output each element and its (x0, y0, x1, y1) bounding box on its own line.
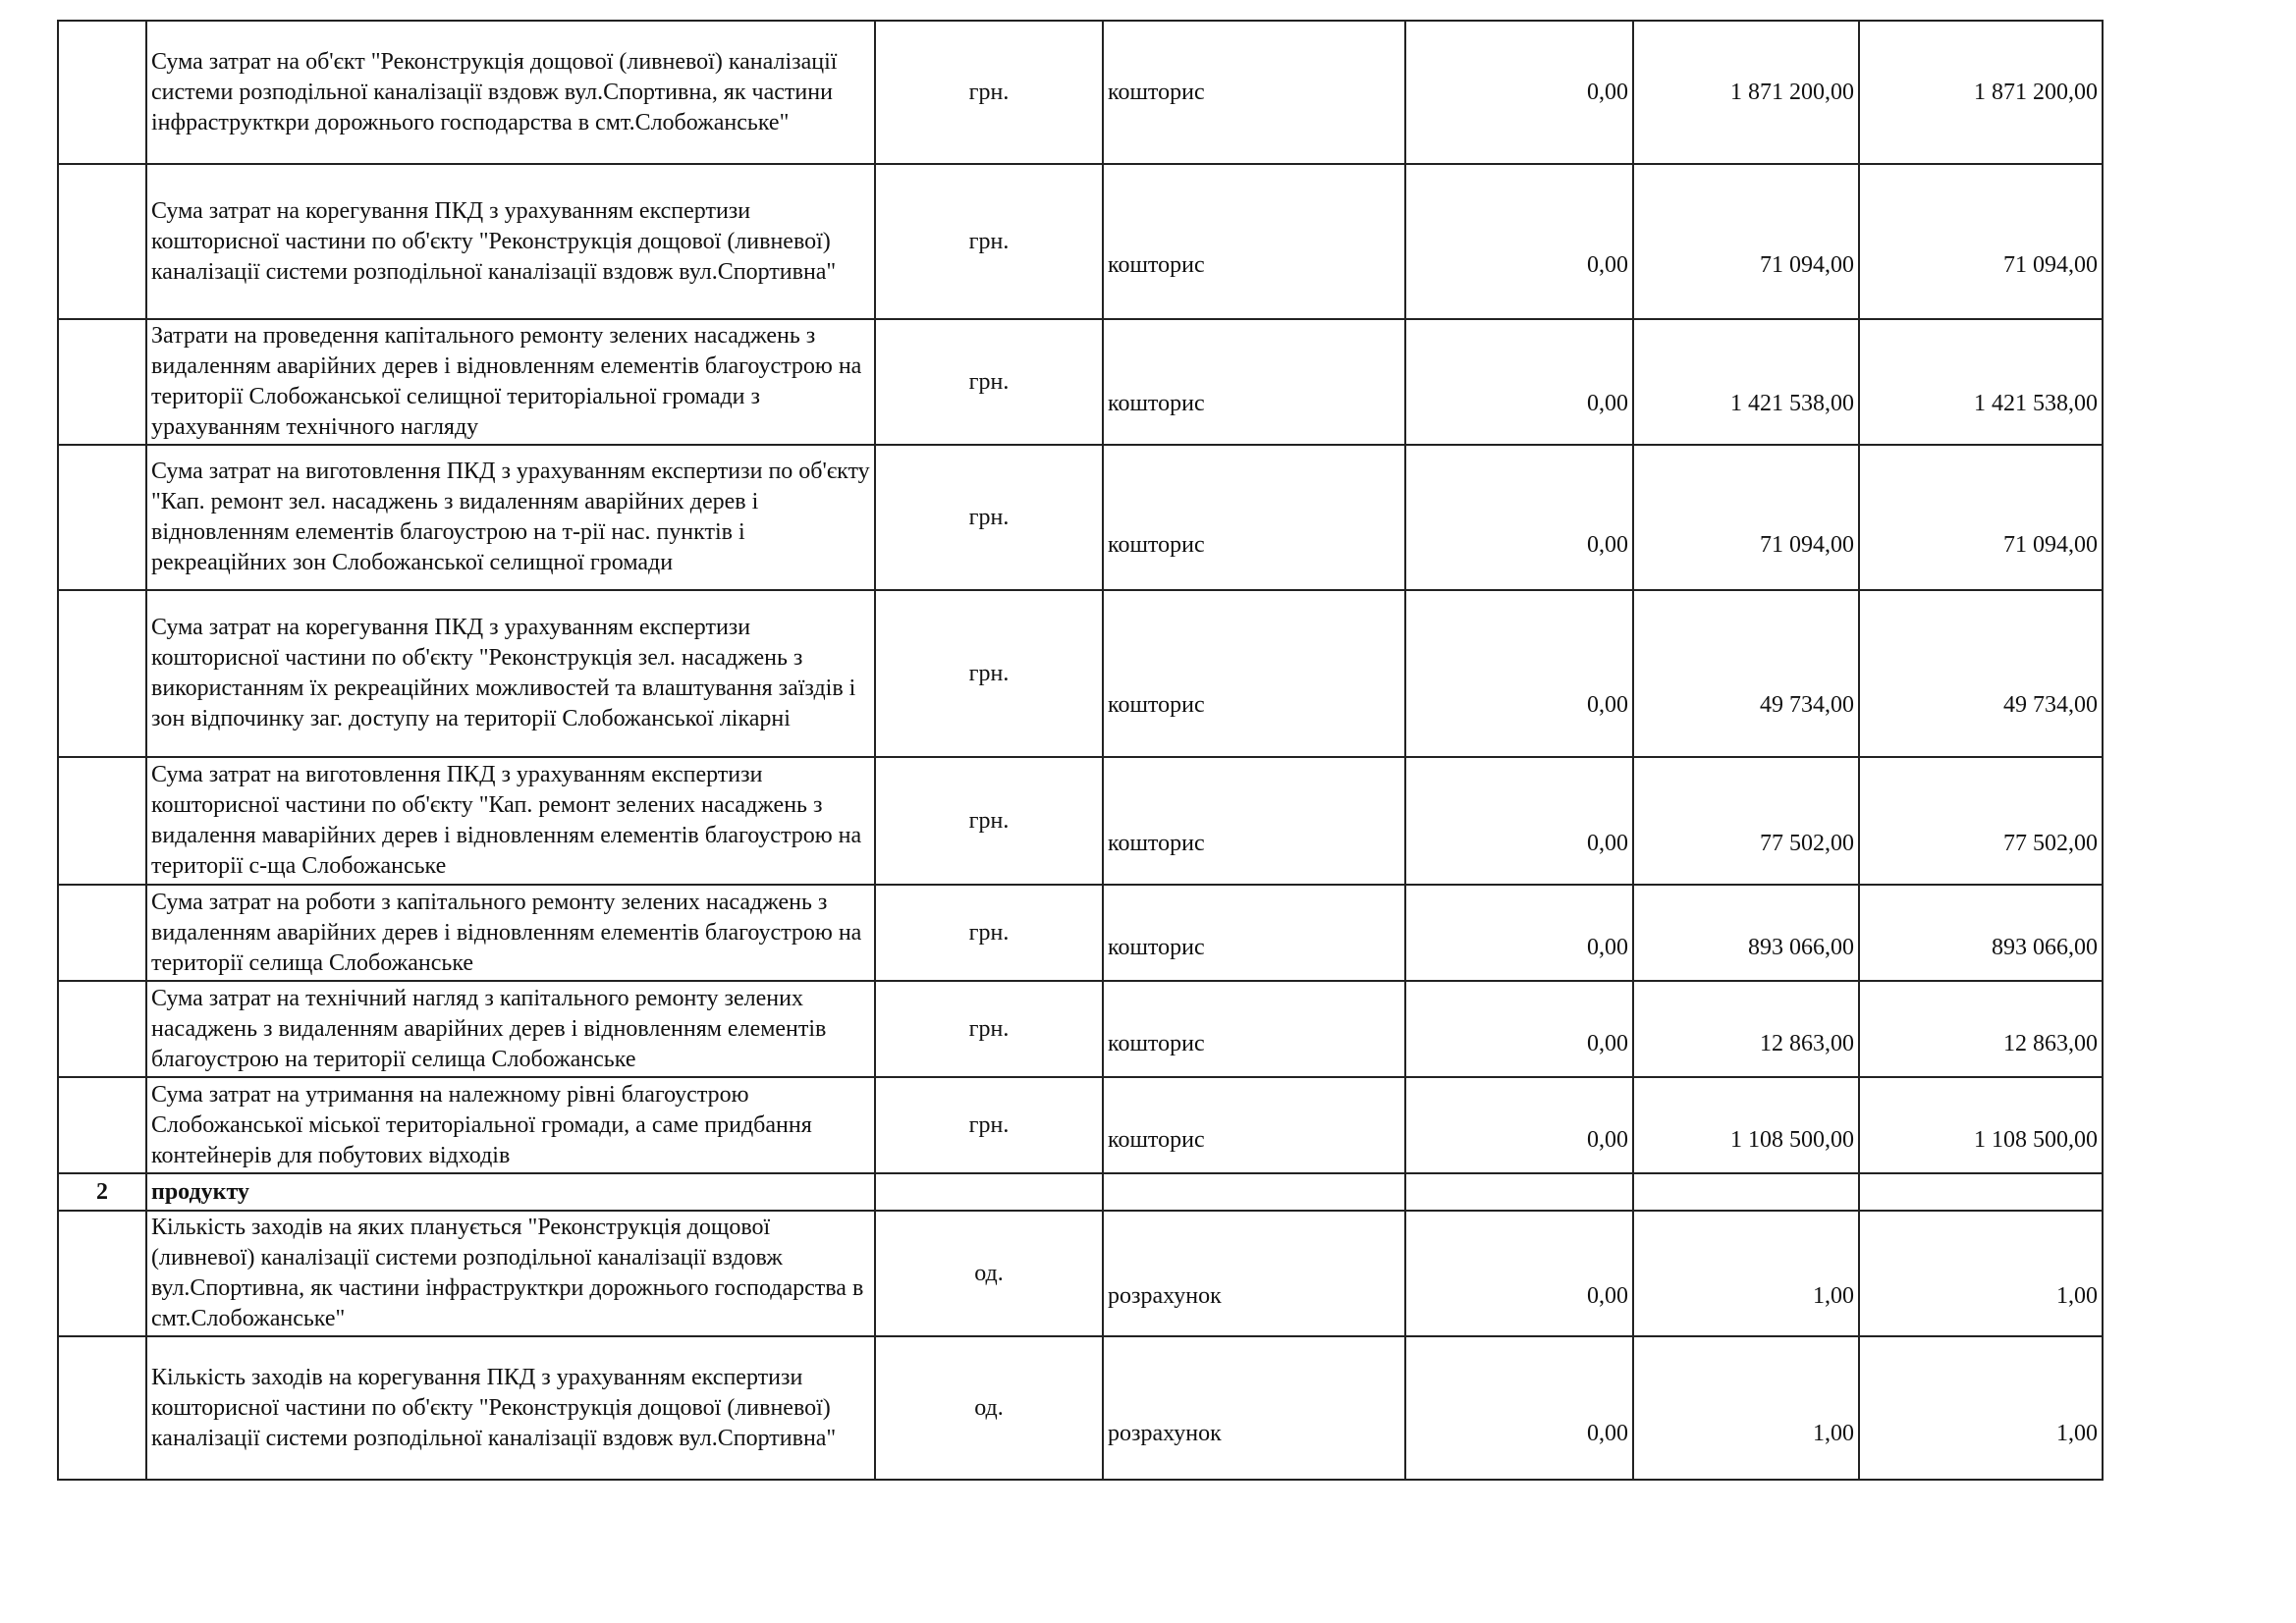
row-number (58, 1211, 146, 1336)
data-source: кошторис (1103, 885, 1405, 981)
value-col-1: 0,00 (1405, 319, 1633, 445)
unit-of-measure: грн. (875, 319, 1103, 445)
value-col-3: 71 094,00 (1859, 445, 2103, 590)
table-row (58, 590, 2103, 757)
table-row (58, 164, 2103, 319)
value-col-3: 1 871 200,00 (1859, 21, 2103, 164)
data-source: кошторис (1103, 319, 1405, 445)
indicator-description: Сума затрат на корегування ПКД з урахуванням експертизи кошторисної частини по об'єкту "Реконструкція зел. насаджень з використанням їх рекреаційних можливостей та влаштування заїздів і зон відпочинку заг. доступу на території Слобожанської лікарні (146, 590, 875, 757)
row-number (58, 21, 146, 164)
value-col-1: 0,00 (1405, 445, 1633, 590)
value-col-2: 1 871 200,00 (1633, 21, 1859, 164)
value-col-1: 0,00 (1405, 21, 1633, 164)
value-col-1: 0,00 (1405, 590, 1633, 757)
table-row (58, 981, 2103, 1077)
data-source: кошторис (1103, 757, 1405, 885)
value-col-3: 77 502,00 (1859, 757, 2103, 885)
data-source: кошторис (1103, 981, 1405, 1077)
value-col-1: 0,00 (1405, 1336, 1633, 1480)
value-col-3: 1 421 538,00 (1859, 319, 2103, 445)
value-col-1 (1405, 1173, 1633, 1211)
indicator-description: Сума затрат на виготовлення ПКД з урахуванням експертизи по об'єкту "Кап. ремонт зел. насаджень з видаленням аварійних дерев і відновленням елементів благоустрою на т-рії нас. пунктів і рекреаційних зон Слобожанської селищної громади (146, 445, 875, 590)
table-row (58, 1211, 2103, 1336)
unit-of-measure: грн. (875, 885, 1103, 981)
data-source: кошторис (1103, 590, 1405, 757)
value-col-2: 1,00 (1633, 1336, 1859, 1480)
table-row (58, 757, 2103, 885)
row-number (58, 981, 146, 1077)
row-number (58, 164, 146, 319)
section-header-row (58, 1173, 2103, 1211)
row-number (58, 319, 146, 445)
value-col-3: 49 734,00 (1859, 590, 2103, 757)
section-number: 2 (58, 1173, 146, 1211)
value-col-3: 1,00 (1859, 1211, 2103, 1336)
data-source: кошторис (1103, 164, 1405, 319)
value-col-2: 71 094,00 (1633, 164, 1859, 319)
indicator-description: Сума затрат на виготовлення ПКД з урахуванням експертизи кошторисної частини по об'єкту "Кап. ремонт зелених насаджень з видалення маварійних дерев і відновленням елементів благоустрою на території с-ща Слобожанське (146, 757, 875, 885)
row-number (58, 885, 146, 981)
value-col-2: 1,00 (1633, 1211, 1859, 1336)
value-col-3: 71 094,00 (1859, 164, 2103, 319)
value-col-3 (1859, 1173, 2103, 1211)
value-col-2: 893 066,00 (1633, 885, 1859, 981)
unit-of-measure: грн. (875, 164, 1103, 319)
data-source (1103, 1173, 1405, 1211)
unit-of-measure (875, 1173, 1103, 1211)
table-row (58, 445, 2103, 590)
indicator-description: Сума затрат на утримання на належному рівні благоустрою Слобожанської міської територіальної громади, а саме придбання контейнерів для побутових відходів (146, 1077, 875, 1173)
table-row (58, 1336, 2103, 1480)
value-col-3: 1,00 (1859, 1336, 2103, 1480)
value-col-2: 1 421 538,00 (1633, 319, 1859, 445)
value-col-2 (1633, 1173, 1859, 1211)
data-source: розрахунок (1103, 1211, 1405, 1336)
table-row (58, 885, 2103, 981)
row-number (58, 757, 146, 885)
row-number (58, 1336, 146, 1480)
value-col-3: 1 108 500,00 (1859, 1077, 2103, 1173)
indicator-description: Сума затрат на корегування ПКД з урахуванням експертизи кошторисної частини по об'єкту "Реконструкція дощової (ливневої) каналізації системи розподільної каналізації вздовж вул.Спортивна" (146, 164, 875, 319)
value-col-1: 0,00 (1405, 1211, 1633, 1336)
indicator-description: Сума затрат на технічний нагляд з капітального ремонту зелених насаджень з видаленням аварійних дерев і відновленням елементів благоустрою на території селища Слобожанське (146, 981, 875, 1077)
table-row (58, 21, 2103, 164)
indicator-description: Кількість заходів на корегування ПКД з урахуванням експертизи кошторисної частини по об'єкту "Реконструкція дощової (ливневої) каналізації системи розподільної каналізації вздовж вул.Спортивна" (146, 1336, 875, 1480)
value-col-2: 77 502,00 (1633, 757, 1859, 885)
value-col-1: 0,00 (1405, 981, 1633, 1077)
row-number (58, 590, 146, 757)
indicator-description: Сума затрат на об'єкт "Реконструкція дощової (ливневої) каналізації системи розподільної каналізації вздовж вул.Спортивна, як частини інфраструкткри дорожнього господарства в смт.Слобожанське" (146, 21, 875, 164)
unit-of-measure: грн. (875, 981, 1103, 1077)
table-row (58, 319, 2103, 445)
unit-of-measure: од. (875, 1336, 1103, 1480)
value-col-3: 893 066,00 (1859, 885, 2103, 981)
value-col-1: 0,00 (1405, 164, 1633, 319)
unit-of-measure: грн. (875, 590, 1103, 757)
value-col-2: 49 734,00 (1633, 590, 1859, 757)
value-col-1: 0,00 (1405, 1077, 1633, 1173)
value-col-1: 0,00 (1405, 885, 1633, 981)
unit-of-measure: грн. (875, 21, 1103, 164)
value-col-2: 12 863,00 (1633, 981, 1859, 1077)
data-source: розрахунок (1103, 1336, 1405, 1480)
row-number (58, 1077, 146, 1173)
budget-indicators-table (57, 20, 2104, 1481)
value-col-1: 0,00 (1405, 757, 1633, 885)
table-row (58, 1077, 2103, 1173)
data-source: кошторис (1103, 1077, 1405, 1173)
unit-of-measure: од. (875, 1211, 1103, 1336)
value-col-2: 71 094,00 (1633, 445, 1859, 590)
row-number (58, 445, 146, 590)
value-col-2: 1 108 500,00 (1633, 1077, 1859, 1173)
data-source: кошторис (1103, 21, 1405, 164)
indicator-description: Затрати на проведення капітального ремонту зелених насаджень з видаленням аварійних дерев і відновленням елементів благоустрою на території Слобожанської селищної територіальної громади з урахуванням технічного нагляду (146, 319, 875, 445)
data-source: кошторис (1103, 445, 1405, 590)
unit-of-measure: грн. (875, 445, 1103, 590)
value-col-3: 12 863,00 (1859, 981, 2103, 1077)
indicator-description: Кількість заходів на яких планується "Реконструкція дощової (ливневої) каналізації системи розподільної каналізації вздовж вул.Спортивна, як частини інфраструкткри дорожнього господарства в смт.Слобожанське" (146, 1211, 875, 1336)
unit-of-measure: грн. (875, 757, 1103, 885)
unit-of-measure: грн. (875, 1077, 1103, 1173)
indicator-description: Сума затрат на роботи з капітального ремонту зелених насаджень з видаленням аварійних дерев і відновленням елементів благоустрою на території селища Слобожанське (146, 885, 875, 981)
section-title: продукту (146, 1173, 875, 1211)
